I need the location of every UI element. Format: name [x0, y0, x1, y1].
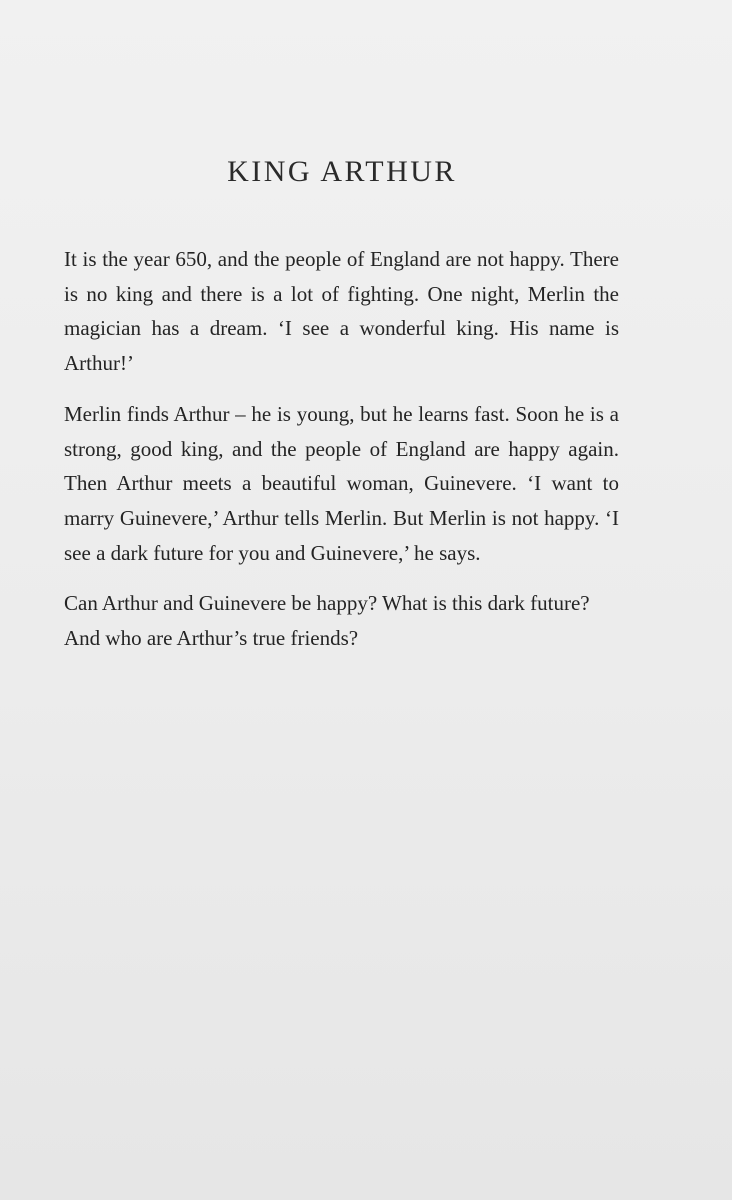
- blurb-paragraph-1: It is the year 650, and the people of England are not happy. There is no king and there is a lot of fighting. One night, Merlin the magician has a dream. ‘I see a wonderful king. His name is Arthur!’: [64, 247, 619, 376]
- blurb-paragraph-3: Can Arthur and Guinevere be happy? What is this dark future? And who are Arthur’s true friends?: [64, 591, 590, 651]
- page-title: KING ARTHUR: [227, 155, 457, 188]
- blurb-text: [64, 242, 619, 672]
- blurb-paragraph-2: Merlin finds Arthur – he is young, but he learns fast. Soon he is a strong, good king, and the people of England are happy again. Then Arthur meets a beautiful woman, Guinevere. ‘I want to marry Guinevere,’ Arthur tells Merlin. But Merlin is not happy. ‘I see a dark future for you and Guinevere,’ he says.: [64, 401, 619, 565]
